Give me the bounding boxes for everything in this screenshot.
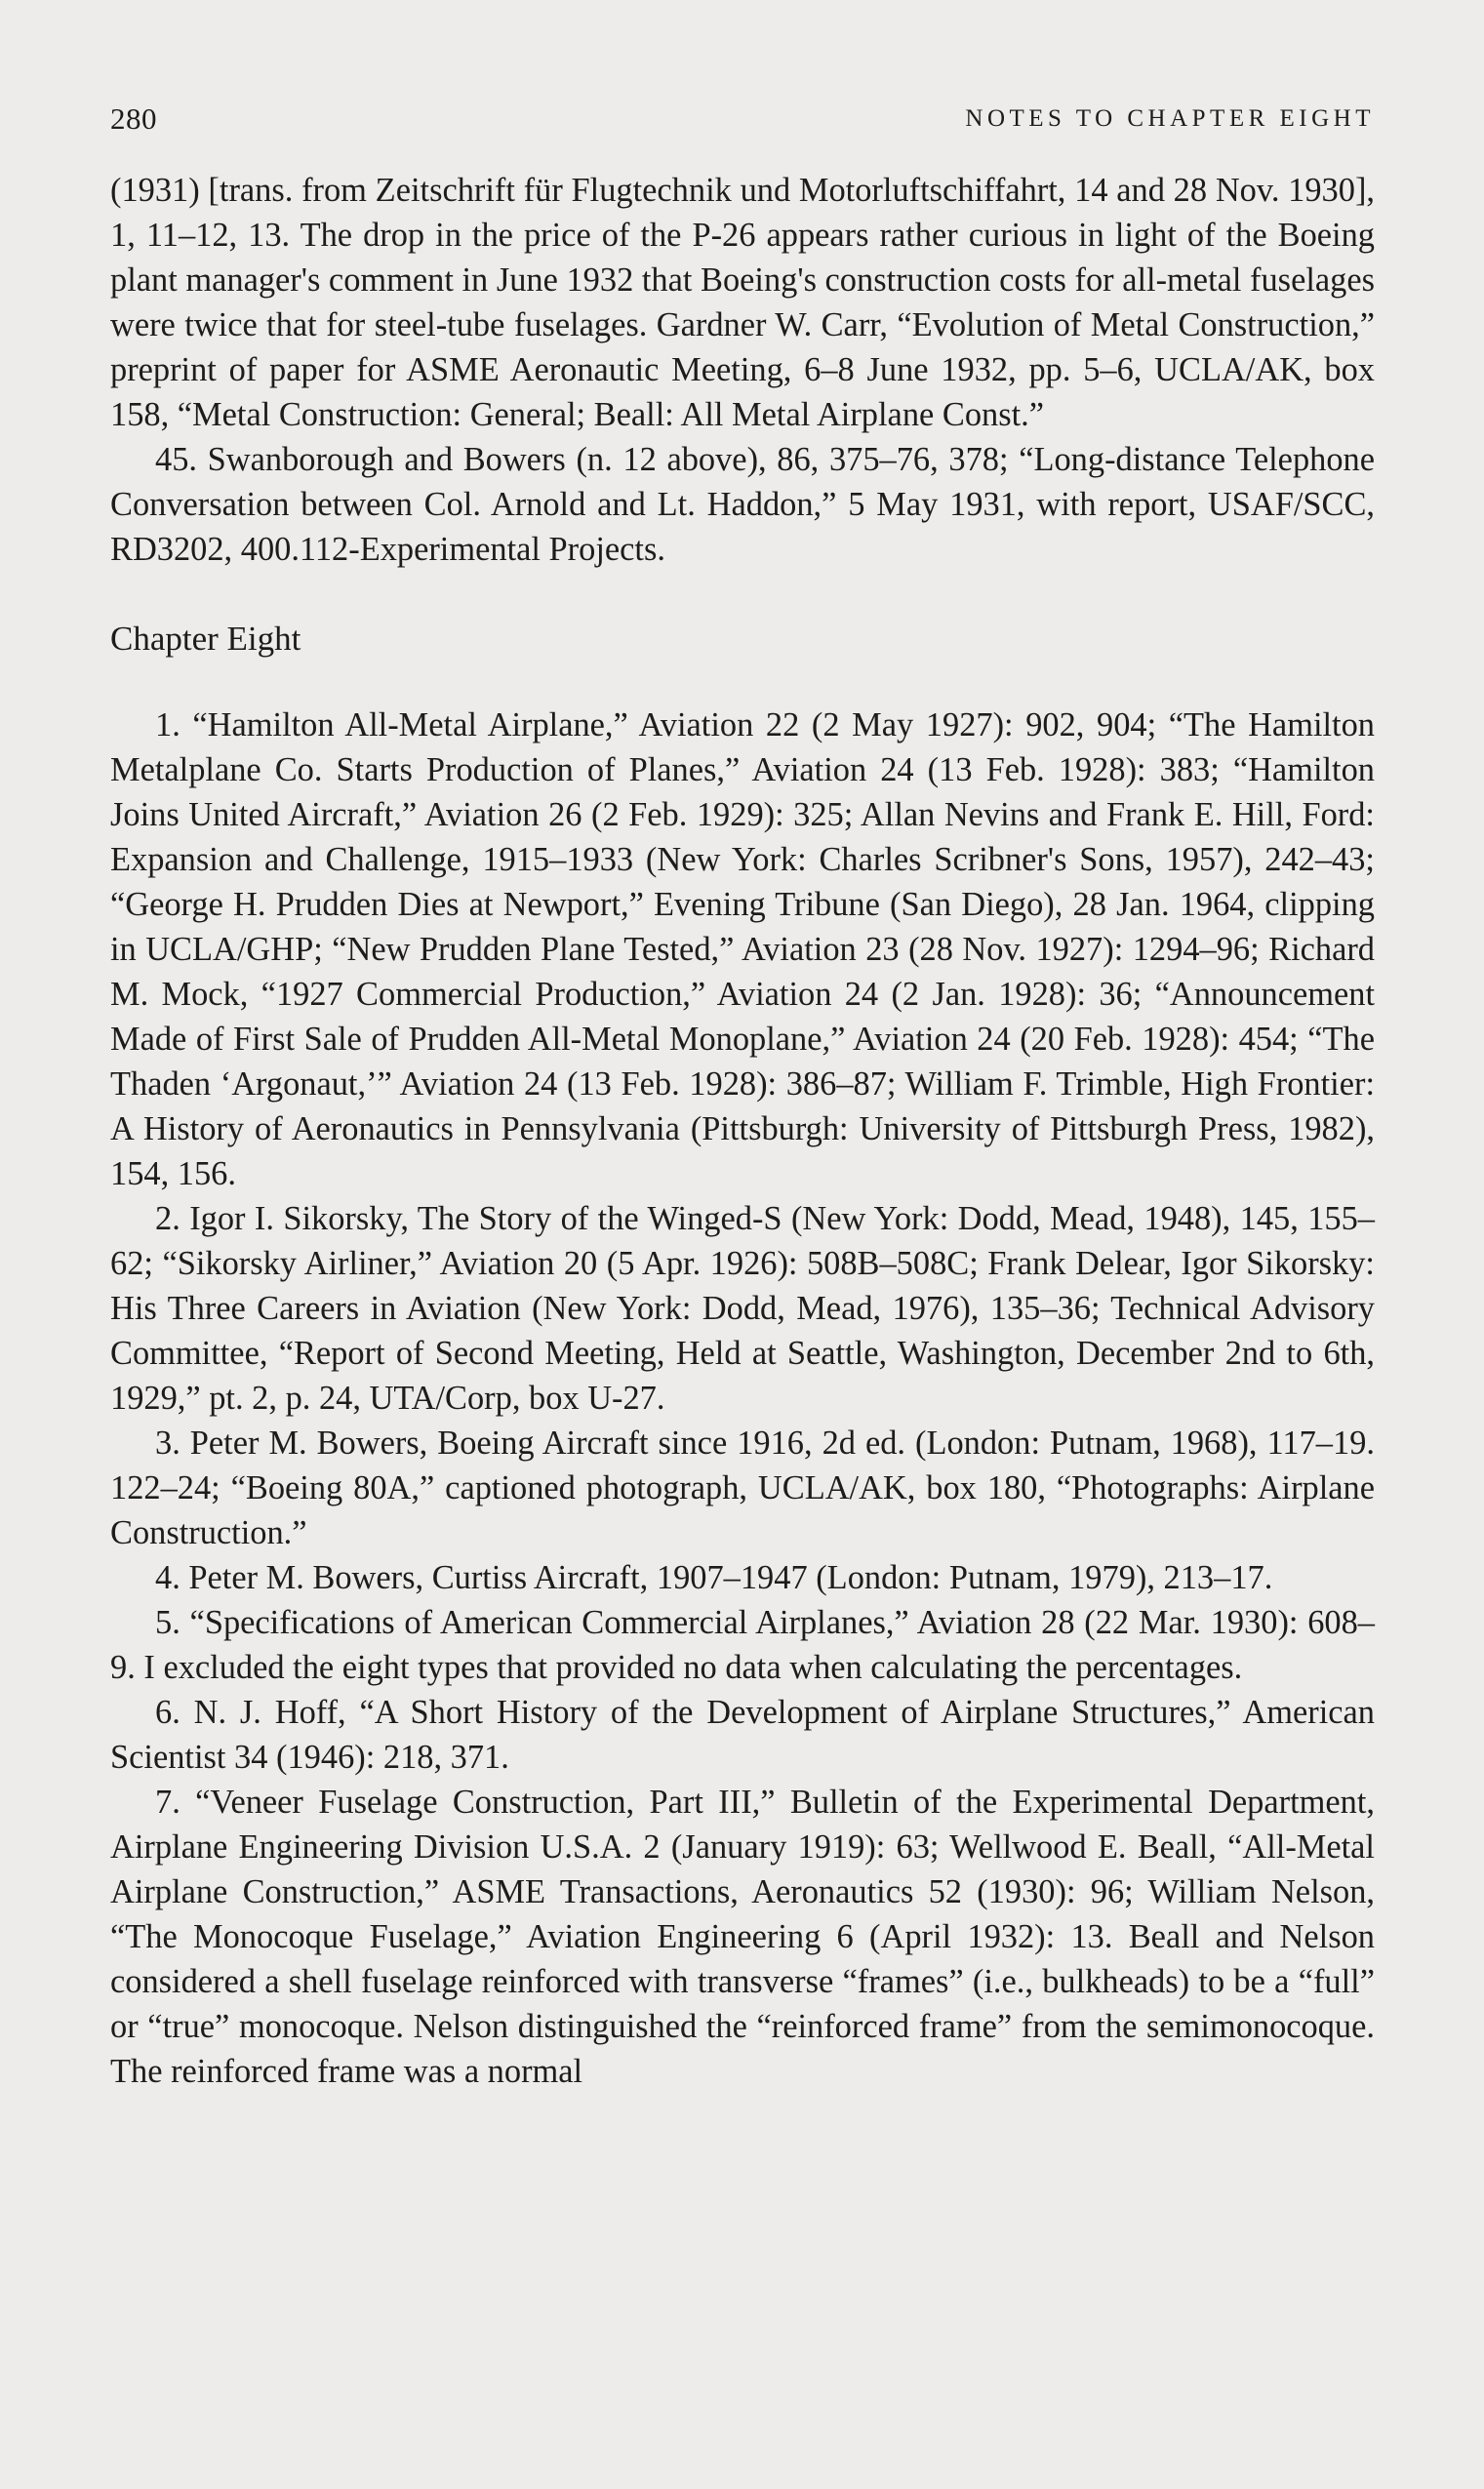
note-2: 2. Igor I. Sikorsky, The Story of the Winged-S (New York: Dodd, Mead, 1948), 145, 155–62; “Sikorsky Airliner,” Aviation 20 (5 Apr. 1926): 508B–508C; Frank Delear, Igor Sikorsky: His Three Careers in Aviation (New York: Dodd, Mead, 1976), 135–36; Technical Advisory Committee, “Report of Second Meeting, Held at Seattle, Washington, December 2nd to 6th, 1929,” pt. 2, p. 24, UTA/Corp, box U-27. xyxy=(110,1200,1375,1417)
page-number: 280 xyxy=(110,101,157,136)
page-header xyxy=(110,101,1375,141)
chapter-heading: Chapter Eight xyxy=(110,620,301,658)
note-7: 7. “Veneer Fuselage Construction, Part III,” Bulletin of the Experimental Department, Airplane Engineering Division U.S.A. 2 (January 1919): 63; Wellwood E. Beall, “All-Metal Airplane Construction,” ASME Transactions, Aeronautics 52 (1930): 96; William Nelson, “The Monocoque Fuselage,” Aviation Engineering 6 (April 1932): 13. Beall and Nelson considered a shell fuselage reinforced with transverse “frames” (i.e., bulkheads) to be a “full” or “true” monocoque. Nelson distinguished the “reinforced frame” from the semimonocoque. The reinforced frame was a normal xyxy=(110,1784,1375,2090)
note-4: 4. Peter M. Bowers, Curtiss Aircraft, 1907–1947 (London: Putnam, 1979), 213–17. xyxy=(155,1559,1273,1596)
notes-body xyxy=(110,168,1375,2094)
running-head: NOTES TO CHAPTER EIGHT xyxy=(965,105,1375,132)
note-5: 5. “Specifications of American Commercial Airplanes,” Aviation 28 (22 Mar. 1930): 608–9. I excluded the eight types that provided no data when calculating the percentages. xyxy=(110,1604,1375,1686)
note-1: 1. “Hamilton All-Metal Airplane,” Aviation 22 (2 May 1927): 902, 904; “The Hamilton Metalplane Co. Starts Production of Planes,” Aviation 24 (13 Feb. 1928): 383; “Hamilton Joins United Aircraft,” Aviation 26 (2 Feb. 1929): 325; Allan Nevins and Frank E. Hill, Ford: Expansion and Challenge, 1915–1933 (New York: Charles Scribner's Sons, 1957), 242–43; “George H. Prudden Dies at Newport,” Evening Tribune (San Diego), 28 Jan. 1964, clipping in UCLA/GHP; “New Prudden Plane Tested,” Aviation 23 (28 Nov. 1927): 1294–96; Richard M. Mock, “1927 Commercial Production,” Aviation 24 (2 Jan. 1928): 36; “Announcement Made of First Sale of Prudden All-Metal Monoplane,” Aviation 24 (20 Feb. 1928): 454; “The Thaden ‘Argonaut,’” Aviation 24 (13 Feb. 1928): 386–87; William F. Trimble, High Frontier: A History of Aeronautics in Pennsylvania (Pittsburgh: University of Pittsburgh Press, 1982), 154, 156. xyxy=(110,706,1375,1192)
note-45: 45. Swanborough and Bowers (n. 12 above), 86, 375–76, 378; “Long-distance Telephone Conversation between Col. Arnold and Lt. Haddon,” 5 May 1931, with report, USAF/SCC, RD3202, 400.112-Experimental Projects. xyxy=(110,441,1375,568)
note-44-continuation: (1931) [trans. from Zeitschrift für Flugtechnik und Motorluftschiffahrt, 14 and 28 Nov. 1930], 1, 11–12, 13. The drop in the price of the P-26 appears rather curious in light of the Boeing plant manager's comment in June 1932 that Boeing's construction costs for all-metal fuselages were twice that for steel-tube fuselages. Gardner W. Carr, “Evolution of Metal Construction,” preprint of paper for ASME Aeronautic Meeting, 6–8 June 1932, pp. 5–6, UCLA/AK, box 158, “Metal Construction: General; Beall: All Metal Airplane Const.” xyxy=(110,172,1375,433)
note-6: 6. N. J. Hoff, “A Short History of the Development of Airplane Structures,” American Scientist 34 (1946): 218, 371. xyxy=(110,1694,1375,1776)
note-3: 3. Peter M. Bowers, Boeing Aircraft since 1916, 2d ed. (London: Putnam, 1968), 117–19. 122–24; “Boeing 80A,” captioned photograph, UCLA/AK, box 180, “Photographs: Airplane Construction.” xyxy=(110,1425,1375,1551)
